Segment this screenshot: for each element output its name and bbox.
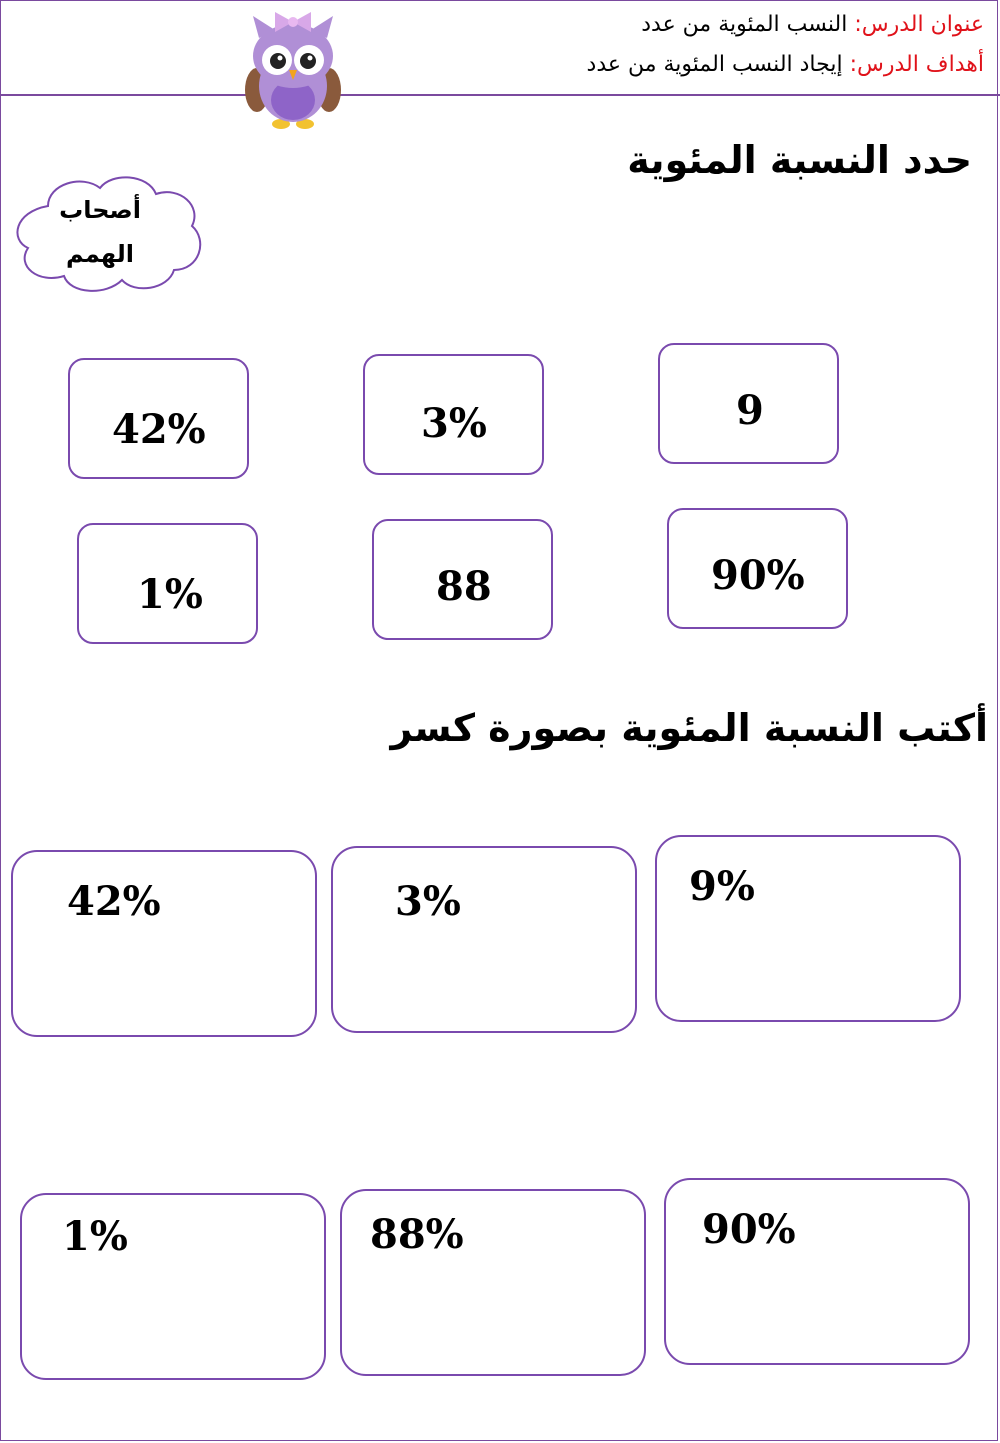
percent-value: 90% — [702, 1206, 796, 1253]
percent-value: 88 — [436, 563, 492, 610]
section-2-heading: أكتب النسبة المئوية بصورة كسر — [390, 706, 988, 750]
percent-value: 1% — [62, 1213, 128, 1260]
lesson-goals-label: أهداف الدرس: — [849, 52, 984, 77]
percent-value: 9% — [689, 863, 755, 910]
lesson-title-label: عنوان الدرس: — [854, 12, 984, 37]
percent-value: 90% — [711, 552, 805, 599]
fraction-box-1[interactable] — [11, 850, 317, 1037]
percent-value: 3% — [395, 878, 461, 925]
fraction-box-3[interactable] — [655, 835, 961, 1022]
percent-value: 9 — [736, 387, 764, 434]
cloud-badge-text — [30, 188, 170, 276]
percent-box-4 — [77, 523, 258, 644]
lesson-goals-value: إيجاد النسب المئوية من عدد — [586, 52, 850, 77]
header-divider — [0, 94, 1000, 96]
badge-line-2: الهمم — [66, 240, 134, 268]
fraction-box-4[interactable] — [20, 1193, 326, 1380]
percent-box-3 — [658, 343, 839, 464]
fraction-box-5[interactable] — [340, 1189, 646, 1376]
lesson-goals-row — [587, 52, 984, 77]
section-1-heading: حدد النسبة المئوية — [627, 138, 972, 182]
lesson-title-row — [641, 12, 984, 37]
badge-line-1: أصحاب — [59, 196, 141, 224]
fraction-box-2[interactable] — [331, 846, 637, 1033]
owl-icon — [245, 8, 341, 132]
percent-box-5 — [372, 519, 553, 640]
percent-box-1 — [68, 358, 249, 479]
percent-box-6 — [667, 508, 848, 629]
percent-box-2 — [363, 354, 544, 475]
percent-value: 42% — [67, 878, 161, 925]
percent-value: 3% — [421, 400, 487, 447]
percent-value: 1% — [137, 571, 203, 618]
percent-value: 88% — [370, 1211, 464, 1258]
percent-value: 42% — [112, 406, 206, 453]
lesson-title-value: النسب المئوية من عدد — [641, 12, 855, 37]
fraction-box-6[interactable] — [664, 1178, 970, 1365]
